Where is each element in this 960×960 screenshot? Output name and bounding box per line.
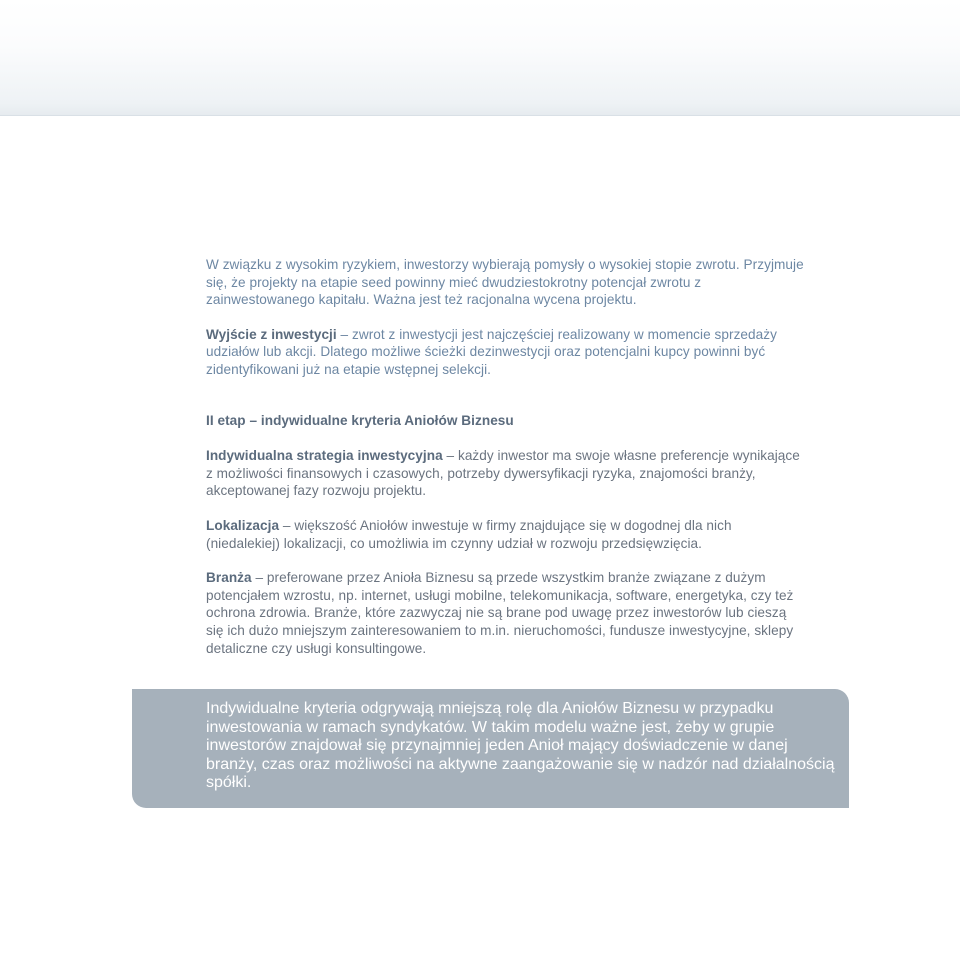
intro-paragraph <box>206 256 806 309</box>
location-term: Lokalizacja <box>206 517 280 533</box>
exit-paragraph <box>206 326 806 379</box>
header-band <box>0 0 960 116</box>
strategy-text: – każdy inwestor ma swoje własne preferencje wynikające z możliwości finansowych i czasowych, potrzeby dywersyfikacji ryzyka, znajomości branży, akceptowanej fazy rozwoju projektu. <box>206 448 800 499</box>
section-title: II etap – indywidualne kryteria Aniołów Biznesu <box>206 412 514 428</box>
info-box-text <box>206 700 836 793</box>
strategy-term: Indywidualna strategia inwestycyjna <box>206 448 443 464</box>
info-box-lead: Indywidualne kryteria <box>206 700 357 717</box>
exit-text: – zwrot z inwestycji jest najczęściej realizowany w momencie sprzedaży udziałów lub akcji. Dlatego możliwe ścieżki dezinwestycji oraz potencjalni kupcy powinni być zidentyfikowani już na etapie wstępnej selekcji. <box>206 326 777 377</box>
info-box <box>132 689 849 808</box>
exit-term: Wyjście z inwestycji <box>206 326 337 342</box>
strategy-paragraph <box>206 447 806 500</box>
industry-text: – preferowane przez Anioła Biznesu są przede wszystkim branże związane z dużym potencjałem wzrostu, np. internet, usługi mobilne, telekomunikacja, software, energetyka, czy też ochrona zdrowia. Branże, które zazwyczaj nie są brane pod uwagę przez inwestorów lub cieszą się ich dużo mniejszym zainteresowaniem to m.in. nieruchomości, fundusze inwestycyjne, sklepy detaliczne czy usługi konsultingowe. <box>206 570 794 656</box>
info-box-body: odgrywają mniejszą rolę dla Aniołów Biznesu w przypadku inwestowania w ramach syndykatów. W takim modelu ważne jest, żeby w grupie inwestorów znajdował się przynajmniej jeden Anioł mający doświadczenie w danej branży, czas oraz możliwości na aktywne zaangażowanie się w nadzór nad działalnością spółki. <box>206 700 835 791</box>
main-content <box>206 256 806 657</box>
intro-text: W związku z wysokim ryzykiem, inwestorzy wybierają pomysły o wysokiej stopie zwrotu. Przyjmuje się, że projekty na etapie seed powinny mieć dwudziestokrotny potencjał zwrotu z zainwestowanego kapitału. Ważna jest też racjonalna wycena projektu. <box>206 257 804 308</box>
location-text: – większość Aniołów inwestuje w firmy znajdujące się w dogodnej dla nich (niedalekiej) lokalizacji, co umożliwia im czynny udział w rozwoju przedsięwzięcia. <box>206 517 732 551</box>
industry-term: Branża <box>206 570 252 586</box>
industry-paragraph <box>206 569 806 657</box>
location-paragraph <box>206 517 806 552</box>
